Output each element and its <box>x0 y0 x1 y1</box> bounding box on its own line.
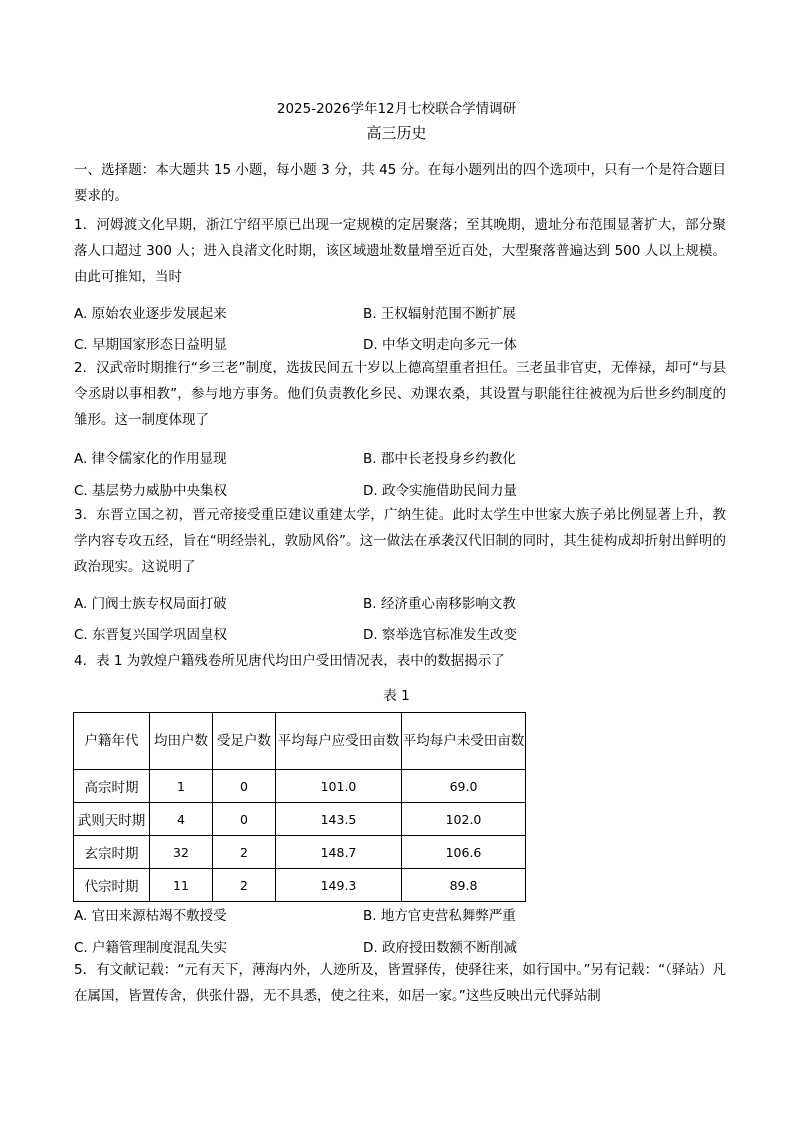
question-2-option-d: D. 政令实施借助民间力量 <box>363 483 517 499</box>
exam-title: 2025-2026学年12月七校联合学情调研 <box>276 101 517 117</box>
table-row <box>74 770 526 803</box>
table-header-cell: 受足户数 <box>213 713 276 770</box>
table-cell: 4 <box>150 803 213 836</box>
question-2-option-b: B. 郡中长老投身乡约教化 <box>363 451 516 467</box>
table-cell: 代宗时期 <box>74 869 150 902</box>
table-cell: 101.0 <box>276 770 402 803</box>
table-header-cell: 户籍年代 <box>74 713 150 770</box>
question-1-option-d: D. 中华文明走向多元一体 <box>363 337 517 353</box>
table-1-caption: 表 1 <box>383 688 410 704</box>
table-cell: 149.3 <box>276 869 402 902</box>
question-2-option-a: A. 律令儒家化的作用显现 <box>74 451 227 467</box>
question-3-option-c: C. 东晋复兴国学巩固皇权 <box>74 627 228 643</box>
question-1-option-a: A. 原始农业逐步发展起来 <box>74 306 227 322</box>
question-4-stem: 4．表 1 为敦煌户籍残卷所见唐代均田户受田情况表，表中的数据揭示了 <box>74 653 505 669</box>
table-cell: 0 <box>213 803 276 836</box>
question-1-option-b: B. 王权辐射范围不断扩展 <box>363 306 516 322</box>
table-cell: 0 <box>213 770 276 803</box>
question-4-option-a: A. 官田来源枯竭不敷授受 <box>74 908 227 924</box>
table-cell: 102.0 <box>402 803 526 836</box>
question-2-stem: 2．汉武帝时期推行“乡三老”制度，选拔民间五十岁以上德高望重者担任。三老虽非官吏，无俸禄，却可“与县令丞尉以事相教”，参与地方事务。他们负责教化乡民、劝课农桑，其设置与职能往往被视为后世乡约制度的雏形。这一制度体现了 <box>74 360 726 428</box>
table-cell: 1 <box>150 770 213 803</box>
table-cell: 11 <box>150 869 213 902</box>
question-3-option-a: A. 门阀士族专权局面打破 <box>74 596 227 612</box>
question-2-option-c: C. 基层势力威胁中央集权 <box>74 483 228 499</box>
table-cell: 69.0 <box>402 770 526 803</box>
table-cell: 2 <box>213 869 276 902</box>
table-header-row <box>74 713 526 770</box>
question-4-option-d: D. 政府授田数额不断削减 <box>363 940 517 956</box>
question-1-stem: 1．河姆渡文化早期，浙江宁绍平原已出现一定规模的定居聚落；至其晚期，遗址分布范围显著扩大，部分聚落人口超过 300 人；进入良渚文化时期，该区域遗址数量增至近百处，大型聚落普遍达到 500 人以上规模。由此可推知，当时 <box>74 217 726 285</box>
table-cell: 玄宗时期 <box>74 836 150 869</box>
question-1-option-c: C. 早期国家形态日益明显 <box>74 337 228 353</box>
question-3-stem: 3．东晋立国之初，晋元帝接受重臣建议重建太学，广纳生徒。此时太学生中世家大族子弟比例显著上升，教学内容专攻五经，旨在“明经崇礼，敦励风俗”。这一做法在承袭汉代旧制的同时，其生徒构成却折射出鲜明的政治现实。这说明了 <box>74 507 726 575</box>
table-header-cell: 均田户数 <box>150 713 213 770</box>
table-cell: 89.8 <box>402 869 526 902</box>
land-allocation-table <box>73 712 526 902</box>
table-cell: 148.7 <box>276 836 402 869</box>
table-row <box>74 803 526 836</box>
table-cell: 高宗时期 <box>74 770 150 803</box>
question-4-option-c: C. 户籍管理制度混乱失实 <box>74 940 228 956</box>
table-row <box>74 869 526 902</box>
table-header-cell: 平均每户未受田亩数 <box>402 713 526 770</box>
exam-subject: 高三历史 <box>366 124 427 142</box>
question-3-option-d: D. 察举选官标准发生改变 <box>363 627 517 643</box>
table-cell: 2 <box>213 836 276 869</box>
section-instructions: 一、选择题：本大题共 15 小题，每小题 3 分，共 45 分。在每小题列出的四个选项中，只有一个是符合题目要求的。 <box>74 162 726 204</box>
table-header-cell: 平均每户应受田亩数 <box>276 713 402 770</box>
table-cell: 32 <box>150 836 213 869</box>
question-5-stem: 5．有文献记载：“元有天下，薄海内外，人迹所及，皆置驿传，使驿往来，如行国中。”另有记载：“（驿站）凡在属国，皆置传舍，供张什器，无不具悉，使之往来，如居一家。”这些反映出元代驿站制 <box>74 962 726 1004</box>
table-cell: 143.5 <box>276 803 402 836</box>
table-cell: 武则天时期 <box>74 803 150 836</box>
table-row <box>74 836 526 869</box>
question-4-option-b: B. 地方官吏营私舞弊严重 <box>363 908 516 924</box>
question-3-option-b: B. 经济重心南移影响文教 <box>363 596 516 612</box>
table-cell: 106.6 <box>402 836 526 869</box>
